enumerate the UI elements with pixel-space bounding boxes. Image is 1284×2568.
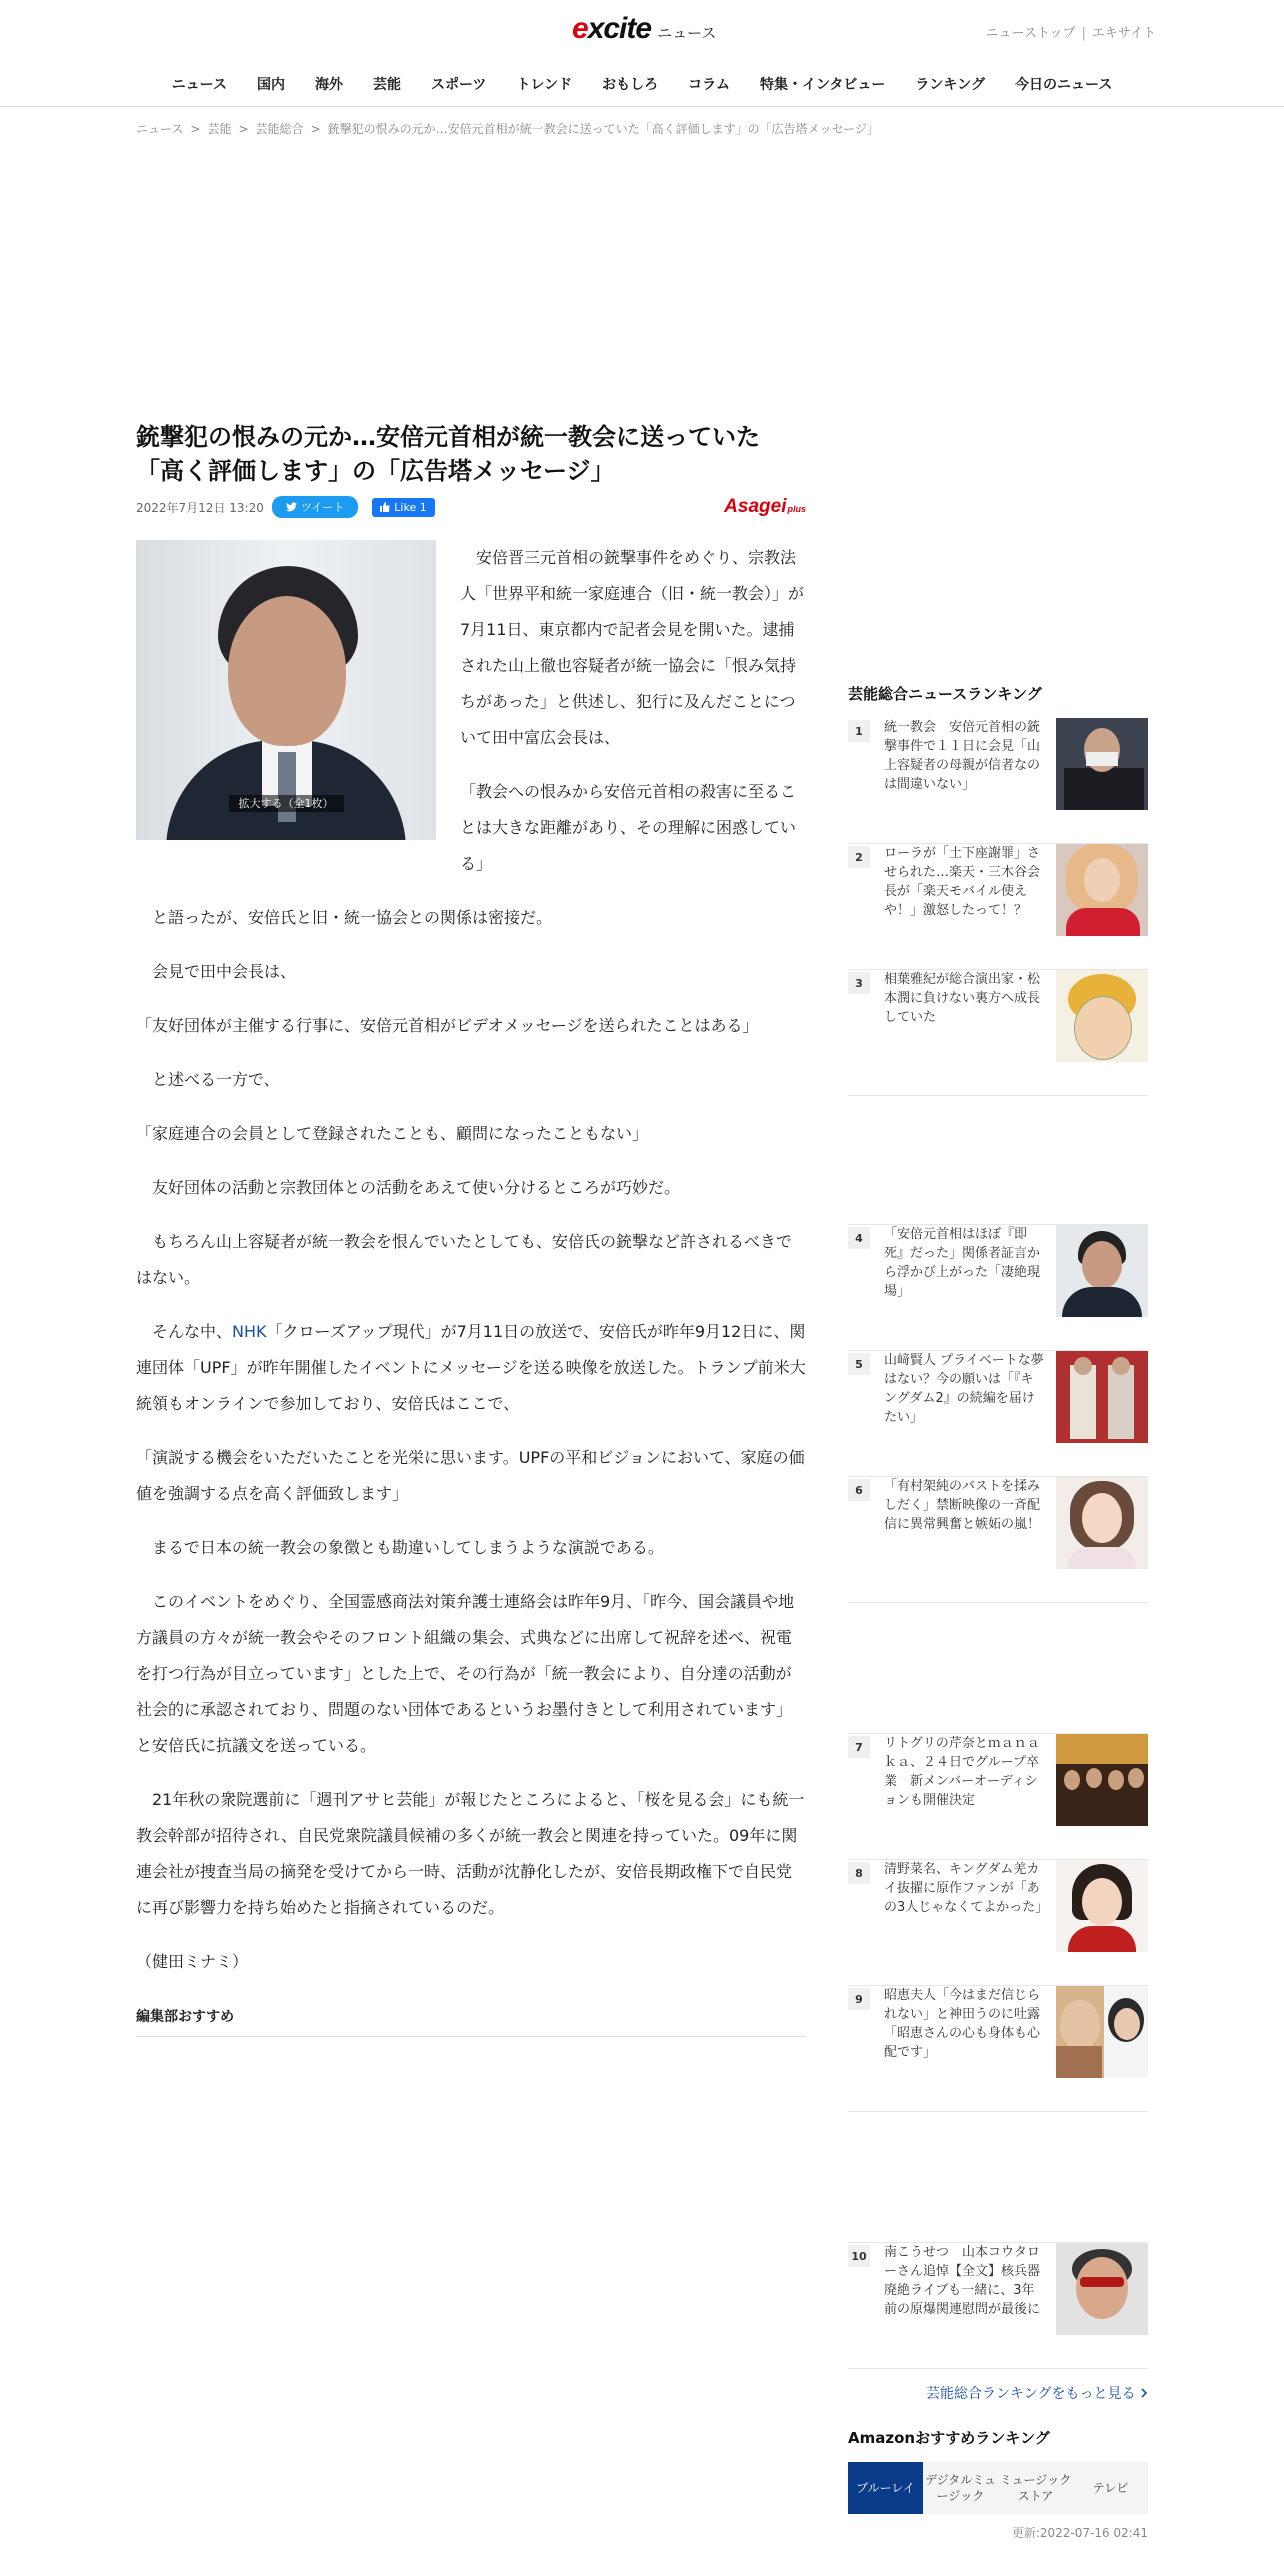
nav-ranking[interactable]: ランキング (915, 77, 986, 93)
nav-entertainment[interactable]: 芸能 (372, 77, 401, 93)
rank-number: 10 (848, 2245, 870, 2267)
article-title-line2: 「高く評価します」の「広告塔メッセージ」 (136, 457, 615, 485)
article-paragraph: もちろん山上容疑者が統一教会を恨んでいたとしても、安倍氏の銃撃など許されるべきではない。 (136, 1232, 793, 1287)
article-quote: 「家庭連合の会員として登録されたことも、顧問になったこともない」 (136, 1124, 649, 1143)
rank-number: 5 (848, 1353, 870, 1375)
source-logo[interactable]: Asageiplus (724, 496, 806, 517)
article-author: （健田ミナミ） (136, 1952, 249, 1971)
rank-title[interactable]: 「有村架純のバストを揉みしだく」禁断映像の一斉配信に異常興奮と嫉妬の嵐！ (884, 1479, 1041, 1532)
tab-tv[interactable]: テレビ (1073, 2462, 1148, 2514)
nhk-link[interactable]: NHK (232, 1322, 267, 1341)
editor-recommend-heading: 編集部おすすめ (136, 2006, 806, 2037)
nav-feature-interview[interactable]: 特集・インタビュー (759, 77, 886, 93)
article-paragraph: と語ったが、安倍氏と旧・統一協会との関係は密接だ。 (136, 908, 553, 927)
rank-number: 3 (848, 972, 870, 994)
sidebar-ad-space (848, 2112, 1148, 2243)
ranking-item[interactable] (848, 1477, 1148, 1603)
rank-thumbnail[interactable] (1056, 970, 1148, 1062)
article-photo[interactable] (136, 540, 436, 840)
chevron-right-icon (1140, 2388, 1148, 2398)
rank-thumbnail[interactable] (1056, 1477, 1148, 1569)
breadcrumb-entertainment-general[interactable]: 芸能総合 (255, 122, 304, 136)
like-label: Like 1 (394, 500, 427, 514)
top-link-excite[interactable]: エキサイト (1091, 26, 1156, 41)
tab-digital-music[interactable]: デジタルミュージック (923, 2462, 998, 2514)
article-title (136, 420, 806, 488)
rank-title[interactable]: 山﨑賢人 プライベートな夢はない？今の願いは「『キングダム2』の続編を届けたい」 (884, 1353, 1044, 1425)
breadcrumb-news[interactable]: ニュース (136, 122, 184, 136)
rank-thumbnail[interactable] (1056, 1734, 1148, 1826)
nav-trend[interactable]: トレンド (516, 77, 573, 93)
ranking-item[interactable] (848, 1860, 1148, 1986)
logo-wordmark: excite (572, 12, 652, 45)
rank-thumbnail[interactable] (1056, 844, 1148, 936)
article-paragraph: このイベントをめぐり、全国霊感商法対策弁護士連絡会は昨年9月、「昨今、国会議員や地方議員の方々が統一教会やそのフロント組織の集会、式典などに出席して祝辞を述べ、祝電を打つ行為が目立っています」とした上で、その行為が「統一教会により、自分達の活動が社会的に承認されており、問題のない団体であるというお墨付きとして利用されています」と安倍氏に抗議文を送っている。 (136, 1592, 795, 1755)
article-meta (136, 494, 806, 520)
nav-today[interactable]: 今日のニュース (1015, 77, 1113, 93)
article-paragraph: 21年秋の衆院選前に「週刊アサヒ芸能」が報じたところによると、「桜を見る会」にも統一教会幹部が招待され、自民党衆院議員候補の多くが統一教会と関連を持っていた。09年に関連会社が捜査当局の摘発を受けてから一時、活動が沈静化したが、安倍長期政権下で自民党に再び影響力を持ち始めたと指摘されているのだ。 (136, 1790, 805, 1917)
rank-thumbnail[interactable] (1056, 2243, 1148, 2335)
article-paragraph: 会見で田中会長は、 (136, 962, 297, 981)
breadcrumb-entertainment[interactable]: 芸能 (207, 122, 232, 136)
article (136, 420, 806, 2037)
rank-number: 4 (848, 1227, 870, 1249)
photo-enlarge-caption[interactable]: 拡大する（全1枚） (136, 786, 436, 822)
nav-domestic[interactable]: 国内 (256, 77, 285, 93)
nav-column[interactable]: コラム (688, 77, 730, 93)
rank-title[interactable]: リトグリの芹奈とｍａｎａｋａ、２４日でグループ卒業 新メンバーオーディションも開催決定 (884, 1736, 1040, 1808)
rank-title[interactable]: ローラが「土下座謝罪」させられた…楽天・三木谷会長が「楽天モバイル使えや！」激怒したって！？ (884, 846, 1041, 918)
rank-title[interactable]: 清野菜名、キングダム羌カイ抜擢に原作ファンが「あの3人じゃなくてよかった」 (884, 1862, 1049, 1915)
rank-number: 1 (848, 720, 870, 742)
nav-overseas[interactable]: 海外 (314, 77, 343, 93)
article-quote: 「友好団体が主催する行事に、安倍元首相がビデオメッセージを送られたことはある」 (136, 1016, 759, 1035)
rank-title[interactable]: 南こうせつ 山本コウタローさん追悼【全文】核兵器廃絶ライブも一緒に、3年前の原爆関連慰問が最後に (884, 2245, 1041, 2317)
article-body (136, 540, 806, 1980)
sidebar-ad-space (848, 1603, 1148, 1734)
rank-thumbnail[interactable] (1056, 1860, 1148, 1952)
top-link-news-top[interactable]: ニューストップ (985, 26, 1076, 41)
article-paragraph: そんな中、NHK「クローズアップ現代」が7月11日の放送で、安倍氏が昨年9月12日に、関連団体「UPF」が昨年開催したイベントにメッセージを送る映像を放送した。トランプ前米大統領もオンラインで参加しており、安倍氏はここで、 (136, 1322, 806, 1413)
rank-number: 8 (848, 1862, 870, 1884)
rank-number: 7 (848, 1736, 870, 1758)
ranking-item[interactable] (848, 1734, 1148, 1860)
ranking-item[interactable] (848, 970, 1148, 1096)
rank-thumbnail[interactable] (1056, 1986, 1148, 2078)
rank-number: 9 (848, 1988, 870, 2010)
ranking-item[interactable] (848, 718, 1148, 844)
tab-bluray[interactable]: ブルーレイ (848, 2462, 923, 2514)
ad-space-top (0, 137, 1284, 407)
rank-thumbnail[interactable] (1056, 718, 1148, 810)
like-button[interactable] (372, 498, 434, 517)
amazon-updated: 更新:2022-07-16 02:41 (1011, 2526, 1148, 2540)
global-nav (0, 62, 1284, 107)
nav-sports[interactable]: スポーツ (430, 77, 487, 93)
sidebar-ad-space (848, 1096, 1148, 1225)
rank-title[interactable]: 相葉雅紀が総合演出家・松本潤に負けない裏方へ成長していた (884, 972, 1041, 1025)
tweet-button[interactable] (272, 496, 358, 518)
rank-title[interactable]: 昭恵夫人「今はまだ信じられない」と神田うのに吐露 「昭恵さんの心も身体も心配です」 (884, 1988, 1054, 2060)
article-paragraph: 安倍晋三元首相の銃撃事件をめぐり、宗教法人「世界平和統一家庭連合（旧・統一教会）」が7月11日、東京都内で記者会見を開いた。逮捕された山上徹也容疑者が統一協会に「恨み気持ちがあった」と供述し、犯行に及んだことについて田中富広会長は、 (460, 548, 805, 747)
ranking-more-link[interactable]: 芸能総合ランキングをもっと見る (848, 2383, 1148, 2403)
nav-news[interactable]: ニュース (171, 77, 227, 93)
article-title-line1: 銃撃犯の恨みの元か…安倍元首相が統一教会に送っていた (136, 423, 760, 451)
tweet-label: ツイート (300, 501, 345, 514)
rank-thumbnail[interactable] (1056, 1351, 1148, 1443)
rank-title[interactable]: 「安倍元首相はほぼ『即死』だった」関係者証言から浮かび上がった「凄絶現場」 (884, 1227, 1041, 1299)
article-date: 2022年7月12日 13:20 (136, 500, 264, 515)
rank-number: 2 (848, 846, 870, 868)
ranking-title: 芸能総合ニュースランキング (848, 685, 1042, 703)
top-links: ニューストップ | エキサイト (985, 26, 1156, 41)
breadcrumb: ニュース > 芸能 > 芸能総合 > 銃撃犯の恨みの元か…安倍元首相が統一教会に送っていた「高く評価します」の「広告塔メッセージ」 (136, 122, 879, 136)
ranking-item[interactable] (848, 844, 1148, 970)
breadcrumb-current: 銃撃犯の恨みの元か…安倍元首相が統一教会に送っていた「高く評価します」の「広告塔メッセージ」 (327, 122, 879, 136)
ranking-item[interactable] (848, 1351, 1148, 1477)
article-paragraph: まるで日本の統一教会の象徴とも勘違いしてしまうような演説である。 (136, 1538, 664, 1557)
ranking-item[interactable] (848, 1225, 1148, 1351)
nav-funny[interactable]: おもしろ (602, 77, 659, 93)
sidebar (848, 683, 1148, 2541)
rank-thumbnail[interactable] (1056, 1225, 1148, 1317)
article-paragraph: と述べる一方で、 (136, 1070, 280, 1089)
amazon-ranking-title: Amazonおすすめランキング (848, 2429, 1050, 2447)
site-logo[interactable] (572, 12, 716, 46)
ranking-item[interactable] (848, 1986, 1148, 2112)
twitter-bird-icon (286, 502, 297, 512)
thumbs-up-icon (380, 502, 390, 512)
tab-music-store[interactable]: ミュージックストア (998, 2462, 1073, 2514)
amazon-tabs (848, 2462, 1148, 2514)
site-header (0, 0, 1284, 62)
ranking-item[interactable] (848, 2243, 1148, 2369)
rank-title[interactable]: 統一教会 安倍元首相の銃撃事件で１１日に会見「山上容疑者の母親が信者なのは間違いない」 (884, 720, 1041, 792)
rank-number: 6 (848, 1479, 870, 1501)
article-quote: 「演説する機会をいただいたことを光栄に思います。UPFの平和ビジョンにおいて、家庭の価値を強調する点を高く評価致します」 (136, 1448, 805, 1503)
article-quote: 「教会への恨みから安倍元首相の殺害に至ることは大きな距離があり、その理解に困惑している」 (460, 782, 797, 873)
article-paragraph: 友好団体の活動と宗教団体との活動をあえて使い分けるところが巧妙だ。 (136, 1178, 681, 1197)
logo-sub: ニュース (657, 24, 717, 42)
